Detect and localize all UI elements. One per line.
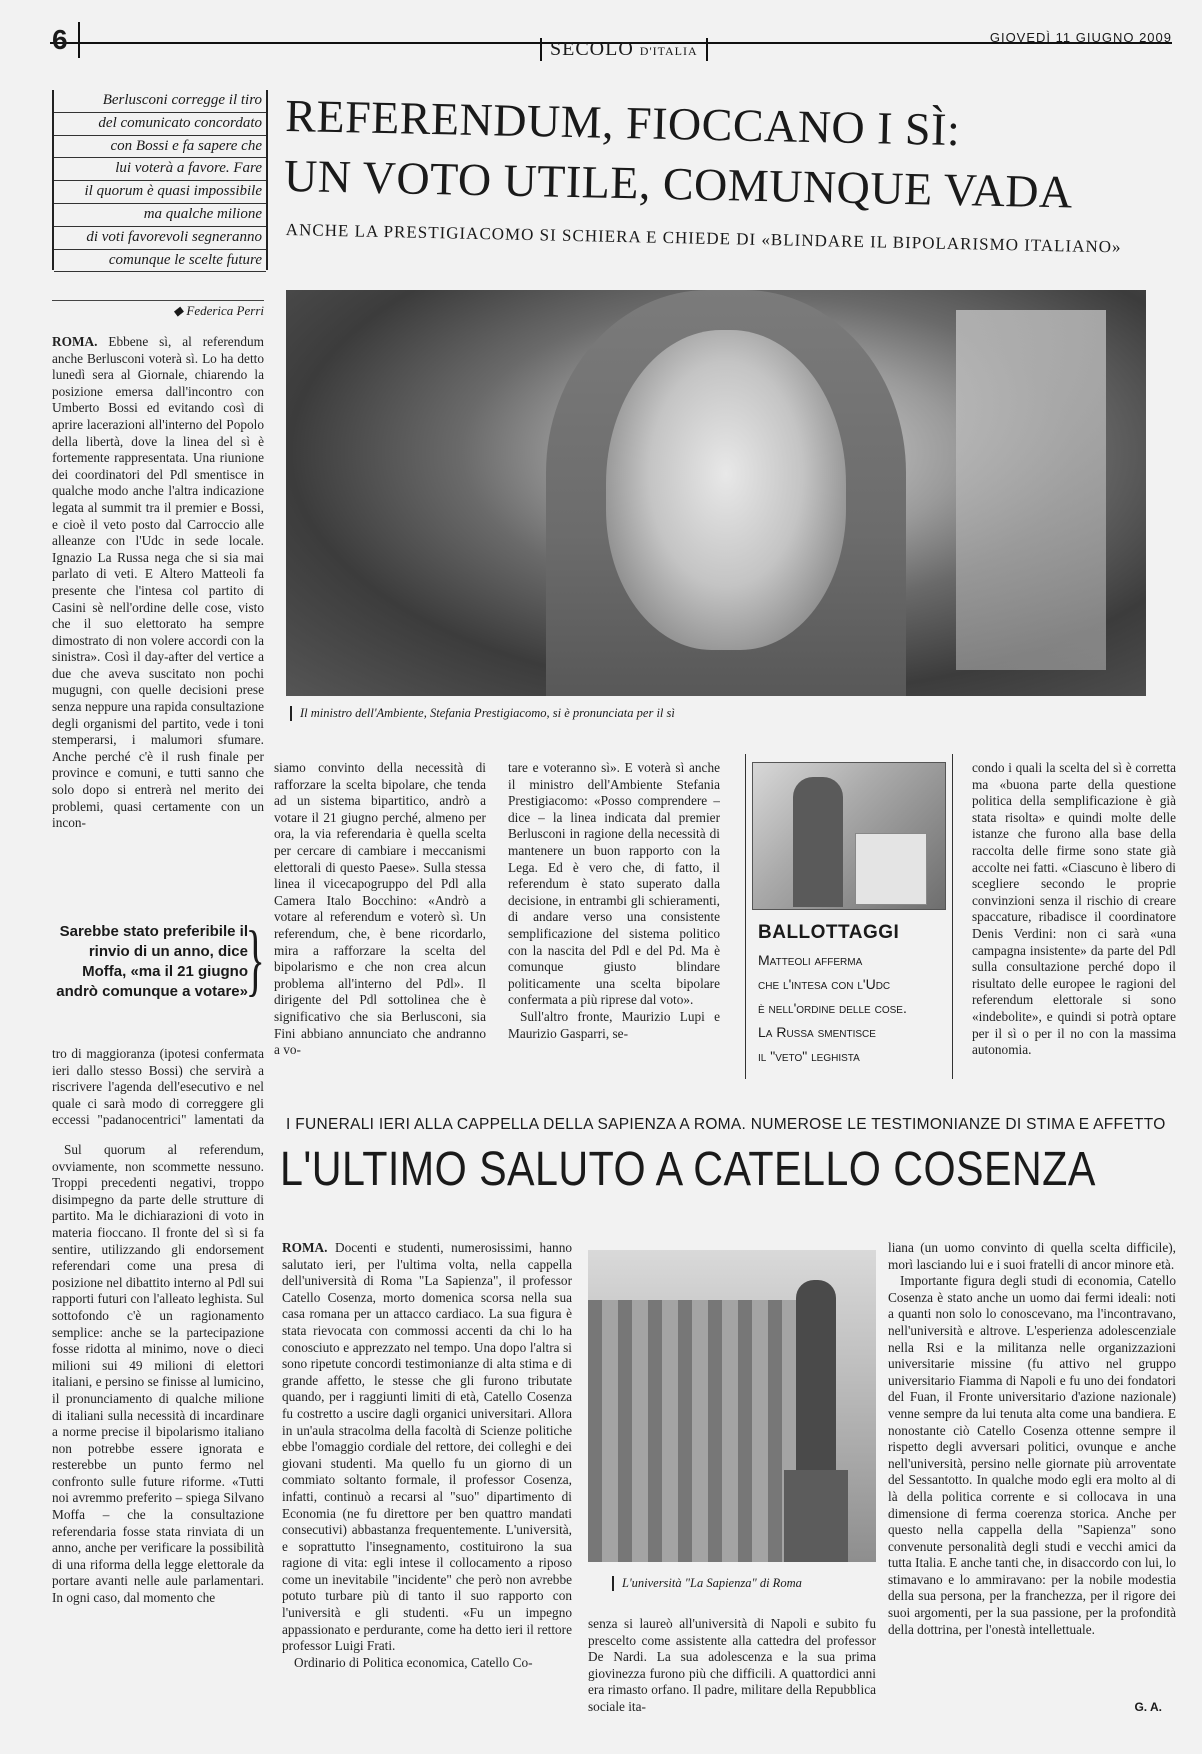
photo-face <box>606 330 846 650</box>
masthead-name: SECOLO <box>550 38 634 60</box>
column-text: Docenti e studenti, numerosissimi, hanno salutato ieri, per l'ultima volta, nella cappella dell'università di Roma "La Sapienza", il professor Catello Cosenza, morto domenica scorsa nella sua casa romana per un attacco cardiaco. La sua figura è stata rievocata con commossi accenti da chi lo ha conosciuto e apprezzato nel tempo. Una dopo l'altra si sono ripetute concordi testimonianze di alta stima e di grande affetto, le stesse che gli furono tributate quando, per i raggiunti limiti di età, Catello Cosenza fu costretto a uscire dagli organici universitari. Allora in un'aula stracolma della facoltà di Scienze politiche ebbe l'omaggio cordiale del rettore, dei colleghi e dei giovani studenti. Ma quello fu un giorno di un commiato soltanto formale, il professor Cosenza, infatti, continuò a recarsi al "suo" dipartimento di Economia (ne fu direttore per ben quattro mandati consecutivi) abbastanza frequentemente. L'università, e soprattutto l'insegnamento, costituirono la sua ragione di vita: egli intese il collocamento a riposo come un inevitabile "incidente" che però non avrebbe potuto turbare più di tanto il suo rapporto con l'università e gli studenti. «Fu un impegno appassionato e perdurante, come ha detto ieri il rettore professor Luigi Frati. <box>282 1240 572 1654</box>
column-paragraph: Sull'altro fronte, Maurizio Lupi e Maurizio Gasparri, se- <box>508 1008 720 1041</box>
deck-line: comunque le scelte future <box>54 250 266 273</box>
article-column-4 <box>972 760 1176 1082</box>
article-column-1b <box>52 1046 264 1130</box>
pull-quote: Sarebbe stato preferibile il rinvio di un anno, dice Moffa, «ma il 21 giugno andrò comunque a votare» <box>56 923 248 1000</box>
column-paragraph: Sul quorum al referendum, ovviamente, non scommette nessuno. Troppi precedenti negativi, troppo disimpegno da parte delle strutture di partito. Ma le dichiarazioni di voto in materia fioccano. Il fronte del sì si fa sentire, utilizzando gli endorsement referendari come una presa di posizione nel dibattito interno al Pdl sui rapporti futuri con l'alleato leghista. Sul sottofondo c'è un ragionamento semplice: anche se la partecipazione fosse ridotta al minimo, nove o dieci milioni sui 49 milioni di elettori italiani, e persino se finisse al lumicino, il pronunciamento di qualche milione di italiani sulla necessità di incardinare a norme precise il bipolarismo italiano non potrebbe essere ignorata e resterebbe un punto fermo nel confronto sulle future riforme. «Tutti noi avremmo preferito – spiega Silvano Moffa – che la consultazione referendaria fosse stata rinviata di un anno, anche per verificare la possibilità di una riforma della legge elettorale da portare avanti nelle aule parlamentari. In ogni caso, dal momento che <box>52 1142 264 1606</box>
second-column-3 <box>888 1240 1176 1696</box>
column-paragraph: liana (un uomo convinto di quella scelta difficile), morì lasciando lui e i suoi fratelli di ancor minore età. <box>888 1240 1176 1272</box>
university-caption: L'università "La Sapienza" di Roma <box>612 1576 802 1591</box>
photo-background-flag <box>956 310 1106 670</box>
article-column-1c <box>52 1142 264 1724</box>
photo-ballot <box>752 762 946 910</box>
second-column-2 <box>588 1616 876 1726</box>
byline: ◆ Federica Perri <box>52 300 264 319</box>
sidebar-text <box>758 948 948 1068</box>
sidebar-line: è nell'ordine delle cose. <box>758 1000 907 1016</box>
headline-line-2: UN VOTO UTILE, COMUNQUE VADA <box>283 149 1074 218</box>
main-subhead: ANCHE LA PRESTIGIACOMO SI SCHIERA E CHIEDE DI «BLINDARE IL BIPOLARISMO ITALIANO» <box>285 220 1122 257</box>
second-column-1 <box>282 1240 572 1726</box>
issue-date: GIOVEDÌ 11 GIUGNO 2009 <box>989 30 1172 45</box>
photo-ballot-box <box>855 833 927 905</box>
column-paragraph: Importante figura degli studi di economia, Catello Cosenza è stato anche un uomo dai fermi ideali: noti a quanti non solo lo conoscevano, ma l'incontravano, nell'università e altrove. L'esperienza adolescenziale nella Rsi e la militanza nelle organizzazioni universitarie missine (fu attivo nel gruppo universitario Fiamma di Napoli e fu uno dei fondatori del Fuan, il Fronte universitario d'azione nazionale) venne sempre da lui tenuta alta come una bandiera. E nonostante ciò Catello Cosenza ottenne sempre il rispetto degli avversari politici, ovunque e anche nell'università, persino nelle giornate più arroventate del Sessantotto. In qualche modo egli era molto al di là della politica corrente e si collocava in una dimensione di ferma coerenza storica. Anche per questo nella cappella della "Sapienza" sono convenute personalità degli studi e vecchi amici da tutta Italia. E anche tanti che, in disaccordo con lui, lo stimavano e lo ammiravano: per la nobile modestia della sua persona, per la franchezza, per il rigore dei suoi argomenti, per la sua passione, per la profondità della dottrina, per l'onestà intellettuale. <box>888 1273 1176 1637</box>
sidebar-line: Matteoli afferma <box>758 952 863 968</box>
deck-line: con Bossi e fa sapere che <box>54 136 266 159</box>
article-column-3 <box>508 760 720 1078</box>
article-column-2 <box>274 760 486 1078</box>
column-paragraph: senza si laureò all'università di Napoli e subito fu prescelto come assistente alla cattedra del professor De Nardi. La sua adolescenza e la sua prima giovinezza furono più che difficili. A quattordici anni era rimasto orfano. Il padre, militare della Repubblica sociale ita- <box>588 1616 876 1714</box>
deck-line: il quorum è quasi impossibile <box>54 181 266 204</box>
masthead <box>540 38 708 61</box>
second-title: L'ULTIMO SALUTO A CATELLO COSENZA <box>280 1143 1096 1196</box>
column-paragraph: condo i quali la scelta del sì è corretta ma «buona parte della questione politica della semplificazione è già stata risolta» e quindi molte delle istanze che furono alla base della raccolta delle firme sono state già accolte nei fatti. «Ciascuno è libero di scegliere secondo le proprie convinzioni senza il rischio di creare spaccature, ribadisce il coordinatore Denis Verdini: non ci sarà «una campagna insistente» da parte del Pdl sulla consultazione perché dopo il risultato delle europee le ragioni del referendum elettorale si sono «indebolite», e quindi si potrà optare per il sì o per il no con la massima autonomia. <box>972 760 1176 1058</box>
photo-minister <box>286 290 1146 696</box>
column-paragraph: siamo convinto della necessità di rafforzare la scelta bipolare, che tenda ad un sistema bipartitico, andrò a votare il 21 giugno perché, almeno per ora, la via referendaria è quella scelta per cercare di cambiare i meccanismi elettorali di questo Paese». Sulla stessa linea il vicecapogruppo del Pdl alla Camera Italo Bocchino: «Andrò a votare al referendum e voterò sì. Un referendum, che, è bene ricordarlo, mira a rafforzare la scelta del bipolarismo e che non crea alcun problema all'interno del Pdl». Il dirigente del Pdl sottolinea che è significativo che sia Berlusconi, sia Fini abbiano annunciato che andranno a vo- <box>274 760 486 1058</box>
column-paragraph <box>282 1240 572 1655</box>
sidebar-line: il "veto" leghista <box>758 1048 860 1064</box>
column-paragraph <box>52 334 264 832</box>
pull-quote-brace: } <box>245 916 265 1004</box>
column-paragraph: tare e voteranno sì». E voterà sì anche il ministro dell'Ambiente Stefania Prestigiacomo: «Posso comprendere – dice – la linea indicata dal premier Berlusconi in ragione della necessità di mantenere un buon rapporto con la Lega. Ed è vero che, di fatto, il referendum è stato superato dalla decisione, in entrambi gli schieramenti, di andare verso una consistente semplificazione del sistema politico con la nascita del Pdl e del Pd. Ma è comunque giusto blindare politicamente una scelta bipolare confermata a più riprese dal voto». <box>508 760 720 1008</box>
sidebar-line: La Russa smentisce <box>758 1024 876 1040</box>
dateline: ROMA. <box>282 1240 328 1255</box>
deck-line: ma qualche milione <box>54 204 266 227</box>
page-number: 6 <box>52 22 80 58</box>
deck-line: Berlusconi corregge il tiro <box>54 90 266 113</box>
deck-box <box>52 90 268 270</box>
main-headline <box>283 86 1165 224</box>
deck-line: del comunicato concordato <box>54 113 266 136</box>
photo-statue-base <box>784 1470 848 1562</box>
photo-person <box>793 777 843 907</box>
photo-caption: Il ministro dell'Ambiente, Stefania Prestigiacomo, si è pronunciata per il sì <box>290 706 675 721</box>
signature: G. A. <box>1134 1700 1162 1714</box>
sidebar-line: che l'intesa con l'Udc <box>758 976 891 992</box>
column-paragraph: Ordinario di Politica economica, Catello Co- <box>294 1654 533 1670</box>
photo-facade <box>588 1300 798 1562</box>
article-column-1 <box>52 334 264 896</box>
deck-line: lui voterà a favore. Fare <box>54 158 266 181</box>
sidebar-title: BALLOTTAGGI <box>758 922 900 943</box>
column-paragraph: tro di maggioranza (ipotesi confermata ieri dallo stesso Bossi) che servirà a riscrivere l'agenda dell'esecutivo e nel quale ci sarà modo di correggere gli eccessi "padanocentrici" lamentati da <box>52 1046 264 1128</box>
masthead-small: D'ITALIA <box>639 44 698 58</box>
deck-line: di voti favorevoli segneranno <box>54 227 266 250</box>
second-kicker: I FUNERALI IERI ALLA CAPPELLA DELLA SAPIENZA A ROMA. NUMEROSE LE TESTIMONIANZE DI STIMA E AFFETTO <box>286 1116 1166 1133</box>
dateline: ROMA. <box>52 334 98 349</box>
headline-line-1: REFERENDUM, FIOCCANO I SÌ: <box>284 89 961 156</box>
photo-university <box>588 1250 876 1562</box>
photo-statue <box>796 1280 836 1480</box>
column-text: Ebbene sì, al referendum anche Berlusconi voterà sì. Lo ha detto lunedì sera al Giornale, chiarendo la posizione emersa dall'incontro con Umberto Bossi ed evitando così di aprire lacerazioni all'interno del Popolo della libertà, dove la linea del sì è fortemente rappresentata. Una riunione dei coordinatori del Pdl smentisce in qualche modo anche l'altra indicazione legata al summit tra il premier e Bossi, e cioè il veto posto dal Carroccio alle alleanze con l'Udc in sede locale. Ignazio La Russa nega che si sia mai parlato di veti. E Altero Matteoli fa presente che l'intesa col partito di Casini sè nell'ordine delle cose, visto che il suo elettorato ha sempre dimostrato di non volere accordi con la sinistra». Così il day-after del vertice a due che aveva suscitato non pochi mugugni, con quelle decisioni prese senza neppure una rapida consultazione degli organismi del partito, vede i toni stemperarsi, i malumori sfumare. Anche perché c'è il rush finale per province e comuni, e tutti sanno che solo dopo si entrerà nel merito dei problemi, quasi certamente con un incon- <box>52 334 264 831</box>
